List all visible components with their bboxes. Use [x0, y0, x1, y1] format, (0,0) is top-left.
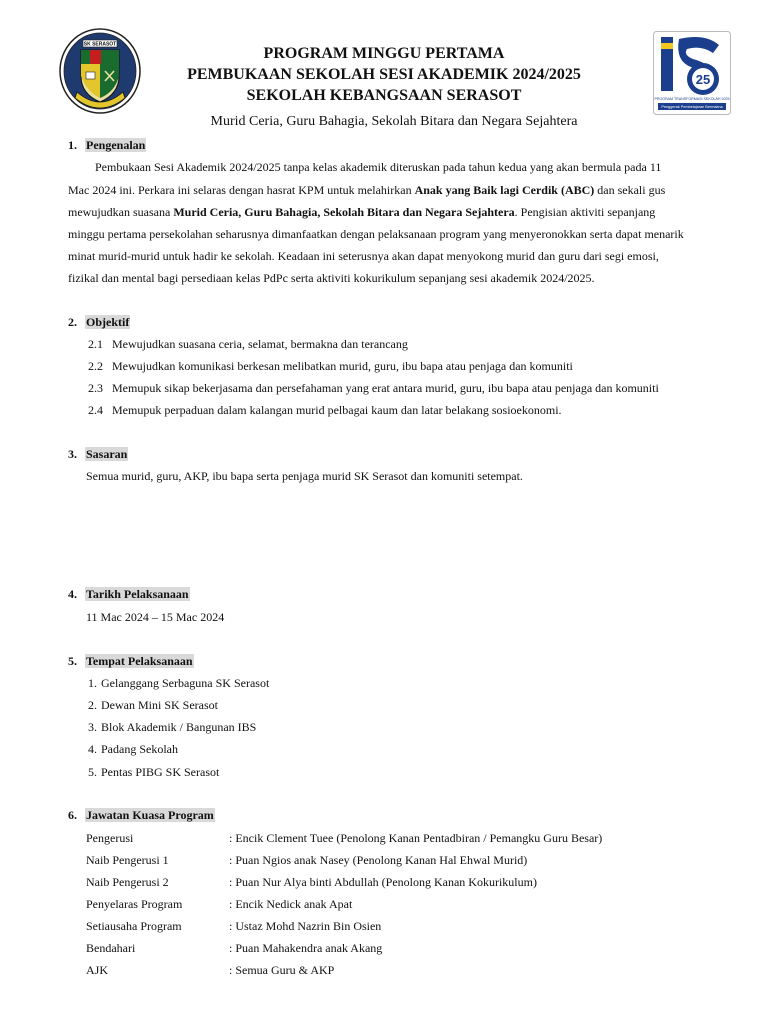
- location-item: 3. Blok Akademik / Bangunan IBS: [88, 720, 257, 734]
- pengenalan-line-4: minggu pertama persekolahan seharusnya dimanfaatkan dengan pelaksanaan program yang menyeronokkan serta dapat menarik: [68, 227, 684, 241]
- location-item: 4. Padang Sekolah: [88, 742, 178, 756]
- objective-item: 2.2 Mewujudkan komunikasi berkesan melibatkan murid, guru, ibu bapa atau penjaga dan komuniti: [88, 359, 573, 373]
- committee-member: : Encik Clement Tuee (Penolong Kanan Pentadbiran / Pemangku Guru Besar): [229, 831, 603, 845]
- committee-role: Penyelaras Program: [86, 897, 183, 911]
- committee-member: : Puan Nur Alya binti Abdullah (Penolong Kanan Kokurikulum): [229, 875, 537, 889]
- section-heading-tempat: 5. Tempat Pelaksanaan: [68, 654, 193, 668]
- section-heading-objektif: 2. Objektif: [68, 315, 130, 329]
- location-item: 5. Pentas PIBG SK Serasot: [88, 765, 220, 779]
- ts25-logo: [653, 31, 731, 115]
- pengenalan-line-6: fizikal dan mental bagi persediaan kelas PdPc serta aktiviti kokurikulum sepanjang sesi akademik 2024/2025.: [68, 271, 595, 285]
- committee-role: Setiausaha Program: [86, 919, 182, 933]
- logo-caption-bottom: Penggerak Pembelajaran Bermakna: [661, 105, 723, 110]
- committee-member: : Semua Guru & AKP: [229, 963, 335, 977]
- crest-text: SK SERASOT: [83, 41, 117, 48]
- pengenalan-line-5: minat murid-murid untuk hadir ke sekolah. Keadaan ini seterusnya akan dapat menyokong murid dan guru dari segi emosi,: [68, 249, 659, 263]
- emphasis-tagline: Murid Ceria, Guru Bahagia, Sekolah Bitara dan Negara Sejahtera: [173, 205, 515, 219]
- pengenalan-line-1: Pembukaan Sesi Akademik 2024/2025 tanpa kelas akademik diteruskan pada tahun kedua yang akan bermula pada 11: [95, 160, 662, 174]
- committee-role: Naib Pengerusi 2: [86, 875, 169, 889]
- section-heading-tarikh: 4. Tarikh Pelaksanaan: [68, 587, 189, 601]
- tarikh-text: 11 Mac 2024 – 15 Mac 2024: [86, 610, 225, 624]
- section-heading-sasaran: 3. Sasaran: [68, 447, 128, 461]
- document-title-line-3: SEKOLAH KEBANGSAAN SERASOT: [246, 87, 522, 104]
- sasaran-text: Semua murid, guru, AKP, ibu bapa serta penjaga murid SK Serasot dan komuniti setempat.: [86, 469, 523, 483]
- objective-item: 2.1 Mewujudkan suasana ceria, selamat, bermakna dan terancang: [88, 337, 408, 351]
- committee-member: : Ustaz Mohd Nazrin Bin Osien: [229, 919, 382, 933]
- committee-role: Bendahari: [86, 941, 136, 955]
- location-item: 1. Gelanggang Serbaguna SK Serasot: [88, 676, 270, 690]
- emphasis-abc: Anak yang Baik lagi Cerdik (ABC): [414, 183, 595, 197]
- logo-caption-top: PROGRAM TRANSFORMASI SEKOLAH 2025: [654, 97, 730, 101]
- committee-member: : Puan Ngios anak Nasey (Penolong Kanan Hal Ehwal Murid): [229, 853, 528, 867]
- document-title-line-1: PROGRAM MINGGU PERTAMA: [263, 45, 505, 62]
- section-heading-jawatankuasa: 6. Jawatan Kuasa Program: [68, 808, 214, 822]
- logo-number: 25: [695, 72, 711, 87]
- committee-role: Pengerusi: [86, 831, 134, 845]
- committee-member: : Puan Mahakendra anak Akang: [229, 941, 383, 955]
- tagline: Murid Ceria, Guru Bahagia, Sekolah Bitara dan Negara Sejahtera: [210, 114, 578, 129]
- committee-member: : Encik Nedick anak Apat: [229, 897, 353, 911]
- committee-role: Naib Pengerusi 1: [86, 853, 169, 867]
- objective-item: 2.4 Memupuk perpaduan dalam kalangan murid pelbagai kaum dan latar belakang sosioekonomi.: [88, 403, 562, 417]
- pengenalan-line-2: Mac 2024 ini. Perkara ini selaras dengan hasrat KPM untuk melahirkan Anak yang Baik lagi Cerdik (ABC) dan sekali gus: [68, 183, 666, 197]
- pengenalan-line-3: mewujudkan suasana Murid Ceria, Guru Bahagia, Sekolah Bitara dan Negara Sejahtera. Pengisian aktiviti sepanjang: [68, 205, 656, 219]
- section-heading-pengenalan: [68, 138, 146, 153]
- section-label: Pengenalan: [86, 138, 146, 152]
- committee-role: AJK: [86, 963, 109, 977]
- section-number: 1.: [68, 138, 77, 152]
- document-title-line-2: PEMBUKAAN SEKOLAH SESI AKADEMIK 2024/2025: [187, 66, 581, 83]
- objective-item: 2.3 Memupuk sikap bekerjasama dan persefahaman yang erat antara murid, guru, ibu bapa atau penjaga dan komuniti: [88, 381, 659, 395]
- location-item: 2. Dewan Mini SK Serasot: [88, 698, 218, 712]
